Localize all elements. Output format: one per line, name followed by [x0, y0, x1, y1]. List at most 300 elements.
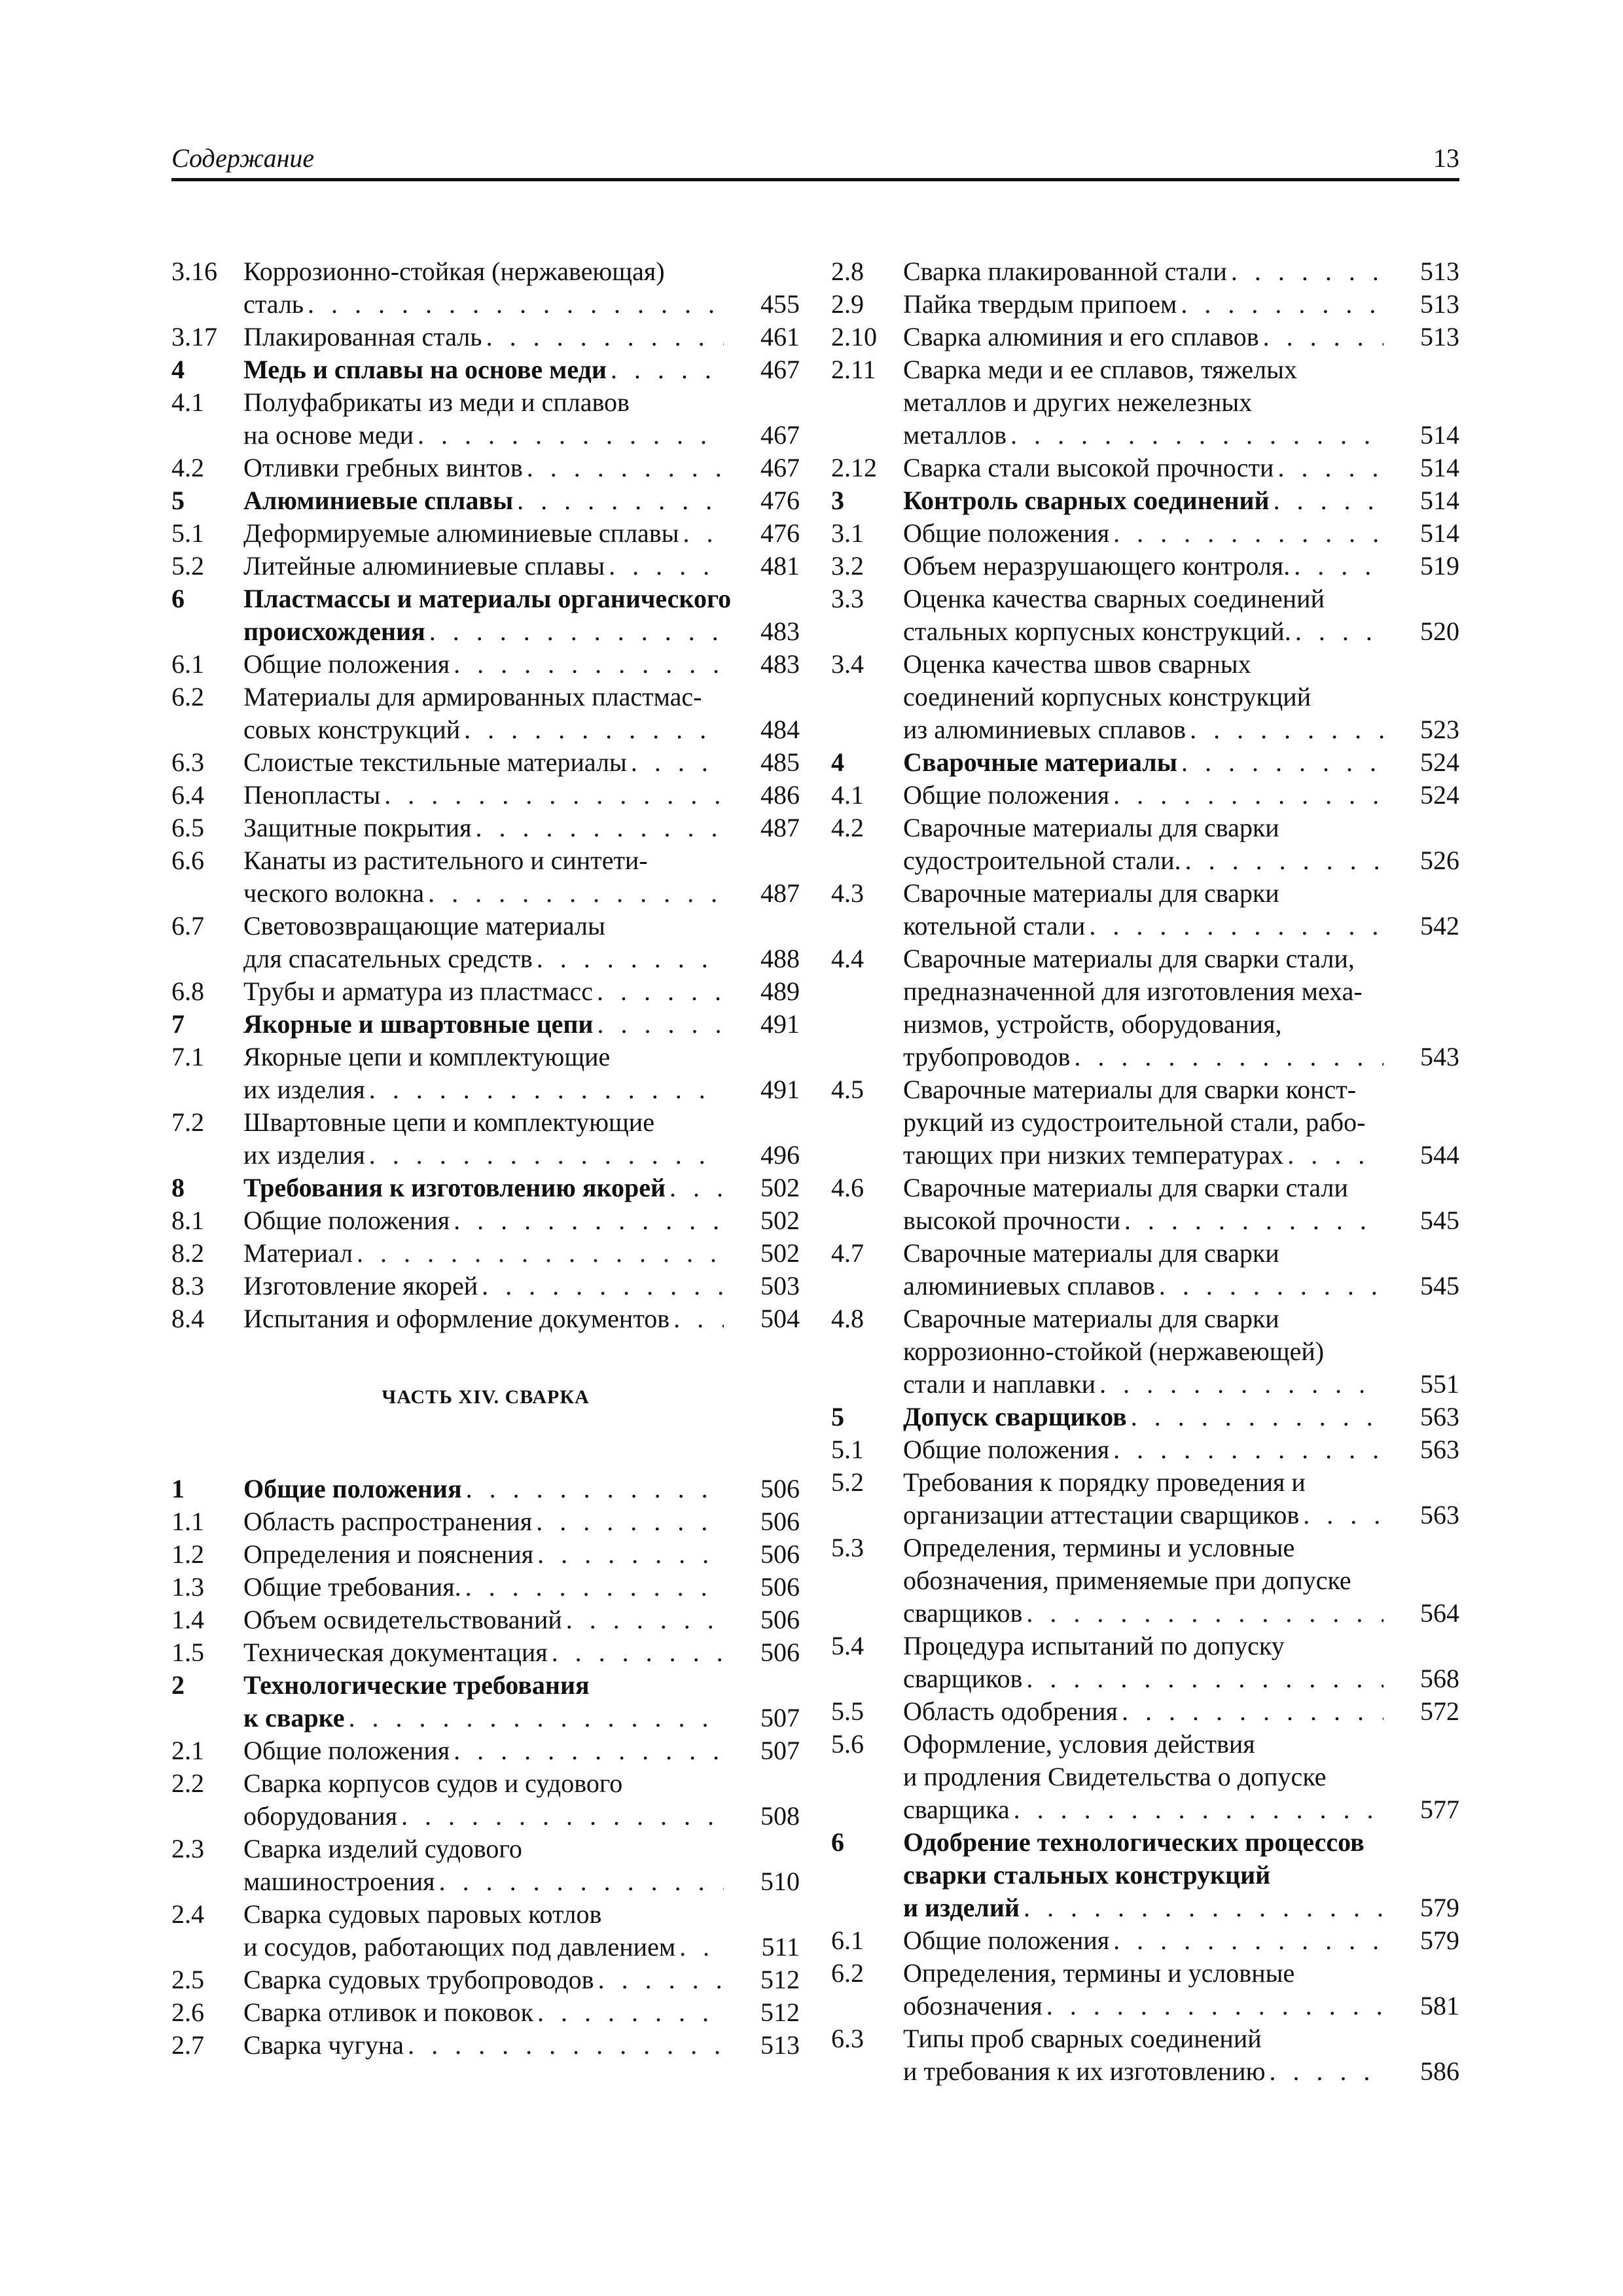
toc-entry[interactable]	[171, 1604, 800, 1636]
toc-page-number: 514	[1420, 518, 1459, 548]
toc-entry-title: Оценка качества сварных соединений	[903, 584, 1325, 613]
toc-entry-number: 2.4	[171, 1899, 204, 1929]
toc-entry-title: высокой прочности	[903, 1206, 1120, 1235]
toc-entry-line	[243, 1636, 800, 1669]
toc-entry-line	[243, 1270, 800, 1302]
toc-entry-number: 2.1	[171, 1736, 204, 1765]
toc-entry-number: 3.16	[171, 257, 217, 286]
toc-entry-number: 6	[171, 584, 185, 613]
toc-entry-line	[903, 1401, 1459, 1433]
toc-entry-number: 2	[171, 1670, 185, 1700]
toc-entry[interactable]	[171, 1237, 800, 1270]
toc-page-number: 511	[761, 1932, 800, 1962]
toc-entry-line	[903, 648, 1459, 681]
toc-entry-body	[903, 1630, 1459, 1695]
toc-entry[interactable]	[171, 1996, 800, 2029]
dot-leader	[1024, 1892, 1383, 1924]
toc-entry-number: 4.2	[831, 813, 864, 842]
toc-entry-number: 1.5	[171, 1638, 204, 1667]
toc-entry[interactable]	[171, 1669, 800, 1734]
toc-entry-number: 3	[831, 486, 844, 515]
toc-entry-number: 6.2	[171, 682, 204, 711]
dot-leader	[1026, 1597, 1383, 1630]
toc-entry-number: 3.4	[831, 649, 864, 679]
toc-entry-line	[243, 713, 800, 746]
toc-page-number: 579	[1420, 1926, 1459, 1955]
toc-entry-line	[903, 746, 1459, 779]
toc-entry-number: 5.4	[831, 1631, 864, 1660]
dot-leader	[348, 1702, 724, 1734]
toc-entry[interactable]	[171, 1106, 800, 1172]
toc-entry-number: 2.2	[171, 1768, 204, 1798]
toc-entry-title: рукций из судостроительной стали, рабо-	[903, 1107, 1366, 1137]
toc-entry-body	[243, 321, 800, 353]
toc-entry-number: 3.3	[831, 584, 864, 613]
dot-leader	[1099, 1368, 1383, 1401]
toc-entry[interactable]	[171, 1204, 800, 1237]
toc-entry[interactable]	[831, 1957, 1459, 2022]
toc-entry-number: 6.1	[171, 649, 204, 679]
toc-entry[interactable]	[831, 648, 1459, 746]
toc-entry-title: Общие положения	[243, 649, 450, 679]
toc-page-number: 563	[1420, 1500, 1459, 1530]
toc-entry[interactable]	[831, 942, 1459, 1073]
toc-page-number: 455	[760, 289, 800, 319]
toc-entry[interactable]	[831, 353, 1459, 452]
dot-leader	[611, 353, 724, 386]
toc-entry-body	[243, 648, 800, 681]
toc-entry-line	[243, 1237, 800, 1270]
toc-entry-line	[903, 1990, 1459, 2022]
toc-entry[interactable]	[831, 1073, 1459, 1172]
toc-entry[interactable]	[831, 1401, 1459, 1433]
toc-entry-body	[243, 975, 800, 1008]
toc-entry-line	[243, 1139, 800, 1172]
toc-entry[interactable]	[171, 321, 800, 353]
toc-entry-body	[243, 1041, 800, 1106]
toc-entry[interactable]	[831, 1466, 1459, 1532]
toc-page-number: 506	[760, 1638, 800, 1667]
toc-entry[interactable]	[171, 1505, 800, 1538]
toc-entry-body	[903, 1924, 1459, 1957]
toc-entry-number: 3.1	[831, 518, 864, 548]
toc-entry-body	[243, 1302, 800, 1335]
toc-entry[interactable]	[171, 975, 800, 1008]
toc-entry-line	[903, 1597, 1459, 1630]
toc-entry-line	[903, 1957, 1459, 1990]
toc-entry-title: Определения, термины и условные	[903, 1533, 1295, 1562]
toc-entry[interactable]	[831, 812, 1459, 877]
toc-entry-body	[903, 812, 1459, 877]
toc-entry[interactable]	[831, 452, 1459, 484]
toc-entry-body	[903, 746, 1459, 779]
toc-entry-title: Сварка отливок и поковок	[243, 1998, 534, 2027]
toc-entry[interactable]	[831, 1172, 1459, 1237]
toc-entry-title: и продления Свидетельства о допуске	[903, 1762, 1327, 1791]
toc-entry-body	[243, 583, 800, 648]
toc-entry[interactable]	[171, 1302, 800, 1335]
toc-page-number: 551	[1420, 1369, 1459, 1399]
toc-entry-title: сварки стальных конструкций	[903, 1860, 1271, 1890]
toc-entry-number: 2.11	[831, 355, 876, 384]
toc-entry-title: Допуск сварщиков	[903, 1402, 1127, 1431]
toc-entry-line	[903, 975, 1459, 1008]
toc-entry-number: 2.8	[831, 257, 864, 286]
toc-entry-line	[903, 1859, 1459, 1892]
toc-entry-body	[243, 255, 800, 321]
toc-entry-body	[903, 2022, 1459, 2088]
toc-left-column	[171, 255, 800, 2062]
toc-entry[interactable]	[171, 746, 800, 779]
toc-entry-title: Полуфабрикаты из меди и сплавов	[243, 387, 630, 417]
toc-entry[interactable]	[831, 1924, 1459, 1957]
toc-entry-title: Литейные алюминиевые сплавы	[243, 551, 605, 581]
toc-entry[interactable]	[831, 779, 1459, 812]
toc-entry[interactable]	[831, 2022, 1459, 2088]
toc-entry-number: 6.5	[171, 813, 204, 842]
toc-entry-number: 2.12	[831, 453, 877, 482]
dot-leader	[1122, 1695, 1383, 1728]
toc-entry[interactable]	[831, 1695, 1459, 1728]
toc-entry[interactable]	[171, 910, 800, 975]
dot-leader	[1089, 910, 1383, 942]
toc-entry-body	[903, 1401, 1459, 1433]
toc-entry-line	[903, 1433, 1459, 1466]
toc-entry-line	[243, 1204, 800, 1237]
dot-leader	[527, 452, 724, 484]
toc-entry-title: Типы проб сварных соединений	[903, 2024, 1262, 2053]
toc-entry-body	[903, 1237, 1459, 1302]
toc-entry-title: и требования к их изготовлению	[903, 2056, 1266, 2086]
toc-entry-line	[243, 288, 800, 321]
toc-entry-title: коррозионно-стойкой (нержавеющей)	[903, 1336, 1325, 1366]
toc-entry[interactable]	[831, 484, 1459, 517]
toc-entry-title: котельной стали	[903, 911, 1086, 941]
dot-leader	[454, 1734, 724, 1767]
toc-entry-title: Общие положения	[903, 518, 1110, 548]
toc-entry-number: 4	[831, 747, 844, 777]
toc-entry-number: 1.1	[171, 1507, 204, 1536]
toc-entry-number: 4.8	[831, 1304, 864, 1333]
toc-page-number: 513	[1420, 257, 1459, 286]
toc-entry-line	[903, 1106, 1459, 1139]
toc-entry-line	[243, 1669, 800, 1702]
dot-leader	[1131, 1401, 1383, 1433]
toc-page-number: 523	[1420, 715, 1459, 744]
toc-entry-body	[243, 1204, 800, 1237]
toc-entry[interactable]	[171, 1473, 800, 1505]
toc-entry-line	[903, 1728, 1459, 1761]
toc-entry-title: сварщиков	[903, 1664, 1023, 1693]
dot-leader	[517, 484, 724, 517]
dot-leader	[1287, 1139, 1383, 1172]
toc-entry-title: Сварка судовых трубопроводов	[243, 1965, 594, 1994]
toc-entry-number: 1.2	[171, 1539, 204, 1569]
toc-entry-line	[903, 1826, 1459, 1859]
toc-entry-title: совых конструкций	[243, 715, 461, 744]
toc-page-number: 564	[1420, 1598, 1459, 1628]
toc-entry-title: Область распространения	[243, 1507, 533, 1536]
toc-page-number: 545	[1420, 1206, 1459, 1235]
toc-entry-number: 8.1	[171, 1206, 204, 1235]
dot-leader	[1159, 1270, 1383, 1302]
page-number: 13	[1433, 143, 1459, 173]
toc-entry-title: Медь и сплавы на основе меди	[243, 355, 607, 384]
dot-leader	[369, 1073, 724, 1106]
toc-page-number: 507	[760, 1703, 800, 1732]
toc-page-number: 520	[1420, 617, 1459, 646]
toc-entry-line	[903, 1892, 1459, 1924]
toc-page-number: 491	[760, 1075, 800, 1104]
toc-entry[interactable]	[171, 1270, 800, 1302]
toc-entry[interactable]	[171, 255, 800, 321]
toc-entry[interactable]	[171, 1571, 800, 1604]
dot-leader	[552, 1636, 724, 1669]
toc-entry-number: 6.1	[831, 1926, 864, 1955]
dot-leader	[1277, 452, 1383, 484]
toc-entry-body	[243, 1106, 800, 1172]
toc-entry[interactable]	[831, 877, 1459, 942]
toc-entry[interactable]	[171, 517, 800, 550]
toc-entry[interactable]	[171, 484, 800, 517]
toc-entry-title: Световозвращающие материалы	[243, 911, 605, 941]
toc-entry-number: 1.4	[171, 1605, 204, 1634]
toc-page-number: 491	[760, 1009, 800, 1039]
dot-leader	[1026, 1662, 1383, 1695]
toc-entry[interactable]	[831, 550, 1459, 583]
toc-entry-line	[243, 517, 800, 550]
toc-entry-number: 4.2	[171, 453, 204, 482]
toc-page-number: 467	[760, 355, 800, 384]
toc-page-number: 502	[760, 1173, 800, 1202]
toc-entry[interactable]	[831, 517, 1459, 550]
toc-entry-line	[903, 942, 1459, 975]
toc-entry-line	[243, 1106, 800, 1139]
toc-entry-title: Материал	[243, 1238, 353, 1268]
dot-leader	[384, 779, 724, 812]
toc-entry[interactable]	[831, 583, 1459, 648]
toc-entry[interactable]	[831, 1630, 1459, 1695]
toc-entry[interactable]	[171, 1734, 800, 1767]
toc-entry-body	[903, 550, 1459, 583]
toc-entry[interactable]	[171, 1172, 800, 1204]
toc-entry[interactable]	[831, 1237, 1459, 1302]
toc-entry[interactable]	[171, 353, 800, 386]
toc-entry-title: оборудования	[243, 1801, 397, 1831]
toc-entry-line	[243, 844, 800, 877]
toc-entry-line	[903, 321, 1459, 353]
toc-entry[interactable]	[831, 288, 1459, 321]
toc-page-number: 506	[760, 1605, 800, 1634]
toc-entry[interactable]	[171, 812, 800, 844]
toc-entry-title: организации аттестации сварщиков	[903, 1500, 1300, 1530]
toc-entry-line	[903, 1761, 1459, 1793]
toc-entry-body	[903, 1826, 1459, 1924]
dot-leader	[1263, 321, 1383, 353]
toc-entry-body	[243, 2029, 800, 2062]
toc-entry-number: 6.8	[171, 977, 204, 1006]
dot-leader	[418, 419, 724, 452]
toc-entry-line	[903, 452, 1459, 484]
toc-entry-title: Сварка меди и ее сплавов, тяжелых	[903, 355, 1298, 384]
toc-entry[interactable]	[171, 452, 800, 484]
toc-entry[interactable]	[831, 1728, 1459, 1826]
toc-entry-line	[243, 877, 800, 910]
toc-entry[interactable]	[171, 550, 800, 583]
toc-entry[interactable]	[171, 1041, 800, 1106]
toc-entry-title: соединений корпусных конструкций	[903, 682, 1311, 711]
toc-entry-body	[243, 1571, 800, 1604]
toc-entry-title: Сварочные материалы для сварки стали	[903, 1173, 1348, 1202]
toc-entry-line	[903, 1630, 1459, 1662]
toc-entry-body	[243, 812, 800, 844]
toc-entry-title: Сварка корпусов судов и судового	[243, 1768, 623, 1798]
toc-entry[interactable]	[831, 1302, 1459, 1401]
toc-entry-title: Материалы для армированных пластмас-	[243, 682, 702, 711]
toc-entry-number: 2.3	[171, 1834, 204, 1863]
toc-entry-number: 4.6	[831, 1173, 864, 1202]
toc-entry[interactable]	[831, 1433, 1459, 1466]
dot-leader	[609, 550, 724, 583]
dot-leader	[486, 321, 724, 353]
toc-entry-title: Объем освидетельствований	[243, 1605, 562, 1634]
toc-entry-line	[243, 484, 800, 517]
toc-entry-title: Защитные покрытия	[243, 813, 472, 842]
toc-entry[interactable]	[171, 1008, 800, 1041]
toc-entry-number: 5.6	[831, 1729, 864, 1759]
toc-entry-body	[903, 1466, 1459, 1532]
dot-leader	[1181, 746, 1383, 779]
toc-page-number: 506	[760, 1474, 800, 1503]
toc-entry-line	[243, 910, 800, 942]
toc-page-number: 512	[760, 1965, 800, 1994]
dot-leader	[669, 1172, 724, 1204]
toc-entry[interactable]	[171, 583, 800, 648]
dot-leader	[683, 517, 724, 550]
toc-entry[interactable]	[171, 681, 800, 746]
dot-leader	[1185, 844, 1383, 877]
dot-leader	[1113, 517, 1383, 550]
toc-entry-title: Сварочные материалы для сварки	[903, 878, 1279, 908]
toc-entry-line	[903, 910, 1459, 942]
toc-entry[interactable]	[831, 1826, 1459, 1924]
dot-leader	[369, 1139, 724, 1172]
toc-page-number: 502	[760, 1238, 800, 1268]
toc-entry-title: Общие положения	[903, 1926, 1110, 1955]
toc-entry-line	[243, 1571, 800, 1604]
dot-leader	[673, 1302, 724, 1335]
toc-entry-number: 3.2	[831, 551, 864, 581]
toc-entry[interactable]	[831, 321, 1459, 353]
toc-entry-number: 7	[171, 1009, 185, 1039]
toc-entry-line	[243, 2029, 800, 2062]
toc-entry-body	[243, 1964, 800, 1996]
toc-page-number: 542	[1420, 911, 1459, 941]
toc-entry-number: 1.3	[171, 1572, 204, 1602]
toc-page-number: 563	[1420, 1435, 1459, 1464]
toc-entry-line	[243, 255, 800, 288]
toc-page-number: 506	[760, 1572, 800, 1602]
toc-entry-line	[243, 321, 800, 353]
toc-entry-line	[243, 353, 800, 386]
toc-page-number: 579	[1420, 1893, 1459, 1922]
dot-leader	[476, 812, 724, 844]
toc-entry-line	[903, 779, 1459, 812]
toc-entry[interactable]	[171, 386, 800, 452]
toc-entry-number: 4.1	[171, 387, 204, 417]
toc-entry-line	[243, 583, 800, 615]
toc-entry-body	[903, 648, 1459, 746]
toc-entry-body	[903, 517, 1459, 550]
toc-entry[interactable]	[831, 1532, 1459, 1630]
toc-entry-line	[903, 255, 1459, 288]
toc-entry-title: Общие положения	[243, 1474, 462, 1503]
dot-leader	[465, 1571, 724, 1604]
toc-entry-title: Сварочные материалы	[903, 747, 1177, 777]
toc-entry[interactable]	[171, 1833, 800, 1898]
toc-entry-line	[903, 615, 1459, 648]
toc-entry-title: Сварочные материалы для сварки конст-	[903, 1075, 1357, 1104]
toc-entry-number: 5.5	[831, 1696, 864, 1726]
dot-leader	[454, 1204, 724, 1237]
toc-entry-number: 5.2	[831, 1467, 864, 1497]
toc-entry-title: Контроль сварных соединений	[903, 486, 1270, 515]
toc-page-number: 524	[1420, 747, 1459, 777]
toc-entry-number: 4.1	[831, 780, 864, 810]
toc-entry[interactable]	[171, 1964, 800, 1996]
toc-page-number: 519	[1420, 551, 1459, 581]
toc-entry[interactable]	[171, 2029, 800, 2062]
toc-entry-title: Сварочные материалы для сварки	[903, 1304, 1279, 1333]
toc-entry[interactable]	[171, 844, 800, 910]
toc-page-number: 508	[760, 1801, 800, 1831]
toc-entry[interactable]	[171, 1767, 800, 1833]
toc-entry-body	[243, 746, 800, 779]
toc-entry-line	[243, 648, 800, 681]
toc-entry-body	[903, 1532, 1459, 1630]
dot-leader	[1269, 2055, 1383, 2088]
toc-entry-number: 4	[171, 355, 185, 384]
toc-entry-title: Швартовные цепи и комплектующие	[243, 1107, 654, 1137]
toc-entry[interactable]	[171, 648, 800, 681]
toc-entry-body	[243, 1734, 800, 1767]
toc-page-number: 483	[760, 617, 800, 646]
toc-entry-title: Сварочные материалы для сварки	[903, 1238, 1279, 1268]
toc-entry-line	[903, 1466, 1459, 1499]
toc-entry[interactable]	[171, 1538, 800, 1571]
toc-entry[interactable]	[171, 779, 800, 812]
dot-leader	[1046, 1990, 1383, 2022]
toc-entry-line	[243, 1041, 800, 1073]
dot-leader	[308, 288, 724, 321]
toc-entry-number: 5.1	[831, 1435, 864, 1464]
toc-entry-line	[903, 844, 1459, 877]
toc-page-number: 512	[760, 1998, 800, 2027]
toc-entry[interactable]	[831, 255, 1459, 288]
toc-entry[interactable]	[831, 746, 1459, 779]
toc-entry[interactable]	[171, 1898, 800, 1964]
toc-entry[interactable]	[171, 1636, 800, 1669]
running-title: Содержание	[171, 143, 315, 173]
toc-entry-line	[903, 550, 1459, 583]
toc-entry-body	[903, 583, 1459, 648]
toc-entry-line	[903, 1532, 1459, 1564]
dot-leader	[1113, 1924, 1383, 1957]
toc-entry-title: металлов и других нежелезных	[903, 387, 1253, 417]
toc-entry-body	[903, 1728, 1459, 1826]
running-header	[171, 140, 1459, 181]
toc-entry-title: Сварка стали высокой прочности	[903, 453, 1274, 482]
